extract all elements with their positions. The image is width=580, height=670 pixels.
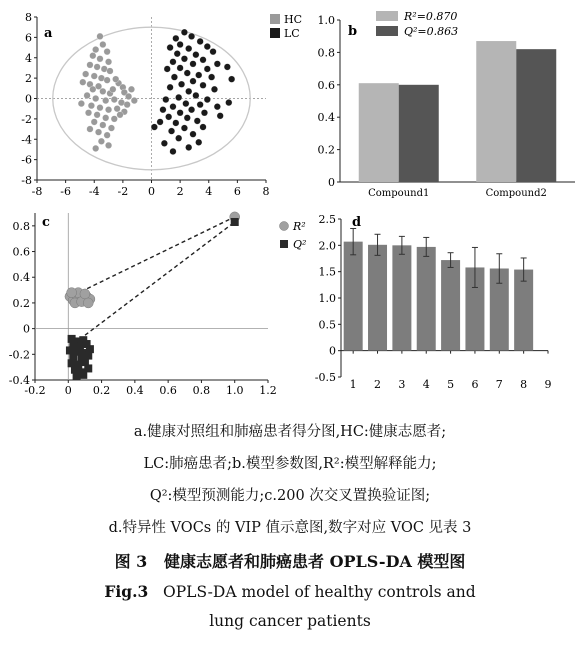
panel-d-x-tick-label: 3 [398,378,406,391]
panel-a-point-lc [200,82,207,89]
panel-a-point-lc [181,125,188,132]
panel-d-bar [417,247,436,351]
panel-c-point-q2 [231,218,239,226]
panel-a-point-lc [174,50,181,57]
panel-d-y-tick-label: 2.5 [318,213,336,226]
panel-a-point-hc [82,71,89,78]
panel-a-point-lc [195,139,202,146]
panel-d-x-tick-label: 1 [349,378,357,391]
panel-a-point-lc [184,70,191,77]
panel-a-point-hc [108,125,115,132]
panel-a-point-lc [193,92,200,99]
panel-a-point-lc [194,118,201,125]
panel-a-point-lc [214,103,221,110]
panel-a-point-lc [177,65,184,72]
panel-a-point-hc [80,79,87,86]
panel-a-point-lc [175,94,182,101]
panel-a-y-tick-label: 2 [25,72,32,86]
panel-b-legend-label: Q²=0.863 [404,25,459,38]
panel-c-x-tick-label: 0.8 [192,384,211,397]
panel-c-y-tick-label: 0 [23,322,30,336]
panel-b-letter: b [348,24,358,39]
panel-b-bar [476,41,516,182]
panel-b-y-tick-label: 0 [328,176,335,189]
panel-c-x-tick-label: 0.2 [92,384,111,397]
panel-a-x-tick-label: 2 [176,185,184,198]
panel-a-point-lc [181,55,188,62]
panel-c-point-r2 [83,298,93,308]
panel-a-point-lc [197,38,204,45]
panel-a-point-lc [211,86,218,93]
panel-a-point-hc [92,95,99,102]
panel-d-x-tick-label: 8 [520,378,528,391]
panel-a-point-hc [95,129,102,136]
panel-d-bar [441,260,460,351]
panel-a-point-lc [181,29,188,36]
panel-d-y-tick-label: 1.5 [318,265,336,279]
panel-a-point-hc [105,106,112,113]
panel-a-legend-swatch-lc [270,28,280,38]
panel-b-legend-swatch [376,11,398,21]
panel-a-point-hc [97,55,104,62]
panel-a-point-hc [78,100,85,107]
panel-a-point-lc [208,74,215,81]
panel-a-y-tick-label: 0 [25,92,32,106]
caption-line-4: d.特异性 VOCs 的 VIP 值示意图,数字对应 VOC 见表 3 [108,520,472,536]
figure-title-en-text: OPLS-DA model of healthy controls and [163,583,476,601]
panel-a-point-hc [114,105,121,112]
panel-a-point-hc [100,122,107,129]
panel-a-point-hc [87,62,94,69]
panel-c-y-tick-label: 0.2 [12,296,30,310]
panel-a-point-lc [185,88,192,95]
panel-d-bar [514,270,533,351]
panel-a-point-lc [214,61,221,68]
panel-d-x-tick-label: 6 [471,378,479,391]
panel-b-y-tick-label: 1.0 [317,14,335,27]
panel-a-y-tick-label: -2 [21,112,32,126]
panel-a-point-lc [201,109,208,116]
panel-a-point-lc [167,44,174,51]
panel-c-legend-swatch-r2 [280,222,289,231]
panel-c-legend-swatch-q2 [280,240,288,248]
caption-line-2: LC:肺癌患者;b.模型参数图,R²:模型解释能力; [143,456,437,472]
panel-a-point-lc [190,78,197,85]
panel-b-legend-swatch [376,26,398,36]
panel-a-point-hc [110,86,117,93]
panel-c-x-tick-label: 0.4 [126,384,144,397]
panel-a-x-tick-label: -2 [117,185,129,198]
panel-a-point-hc [84,92,91,99]
panel-a-point-lc [204,96,211,103]
panel-a-point-lc [195,72,202,79]
panel-a-point-lc [204,43,211,50]
panel-b-legend-label: R²=0.870 [404,10,458,23]
panel-a-point-lc [197,101,204,108]
panel-a-point-lc [164,66,171,73]
panel-a-point-hc [128,86,135,93]
panel-d-y-tick-label: 1.0 [318,292,336,305]
panel-a-point-lc [170,103,177,110]
panel-a-y-tick-label: 4 [25,51,32,65]
panel-a-point-lc [217,113,224,120]
panel-a-point-hc [100,41,107,48]
panel-c-x-tick-label: -0.2 [24,384,46,397]
panel-a-point-lc [210,48,217,55]
panel-b-x-tick-label: Compound2 [485,188,547,199]
panel-b-y-tick-label: 0.8 [317,46,335,60]
figure-label-en: Fig.3 [104,582,149,601]
panel-c-y-tick-label: 0.4 [12,271,30,285]
panel-a-x-tick-label: -4 [88,185,100,198]
panel-a-legend-swatch-hc [270,14,280,24]
panel-a-point-hc [125,93,132,100]
panel-a-point-lc [184,115,191,122]
panel-a-point-hc [85,109,92,116]
panel-a-point-lc [190,61,197,68]
panel-c-x-tick-label: 1.2 [259,384,277,397]
panel-a-point-lc [178,81,185,88]
panel-a-point-lc [170,148,177,155]
panel-a-letter: a [44,26,53,41]
panel-a-point-lc [224,64,231,71]
panel-a-point-lc [200,56,207,63]
panel-a-point-lc [177,109,184,116]
panel-a-point-hc [97,33,104,40]
panel-c-y-tick-label: 0.6 [12,245,30,259]
figure-title-cn-text: 健康志愿者和肺癌患者 OPLS-DA 模型图 [164,552,466,571]
panel-a-point-hc [105,59,112,66]
panel-a-point-lc [151,124,158,131]
panel-a-point-lc [170,59,177,66]
panel-d-x-tick-label: 7 [495,378,503,391]
panel-c-legend-label: Q² [293,238,307,251]
panel-d-y-tick-label: 2.0 [318,239,336,253]
panel-c-y-tick-label: 0.8 [12,219,30,233]
panel-a-point-hc [87,126,94,133]
panel-a-point-lc [228,76,235,83]
panel-d-x-tick-label: 9 [544,378,552,391]
figure-title-en-1 [0,582,580,601]
panel-a-legend-label: HC [284,13,303,26]
panel-c-point-r2 [80,289,90,299]
panel-a-point-lc [167,84,174,91]
panel-a-point-hc [124,101,131,108]
panel-d-bar [368,245,387,351]
caption-line-3: Q²:模型预测能力;c.200 次交叉置换验证图; [149,488,431,504]
panel-a-point-hc [107,68,114,75]
figure-title-cn [0,549,580,572]
panel-a-point-hc [92,46,99,53]
panel-a-point-lc [165,114,172,121]
panel-a-point-hc [94,112,101,119]
panel-a-point-lc [225,99,232,106]
caption-line-1: a.健康对照组和肺癌患者得分图,HC:健康志愿者; [133,424,447,440]
panel-a-y-tick-label: -8 [21,174,32,187]
panel-a-point-lc [185,45,192,52]
panel-a-point-hc [98,138,105,145]
panel-a-point-lc [173,120,180,127]
panel-b-x-tick-label: Compound1 [368,188,430,199]
panel-a-x-tick-label: 8 [262,185,270,198]
panel-a-point-hc [91,119,98,126]
panel-a-point-lc [163,96,170,103]
panel-a-point-lc [171,74,178,81]
panel-a-y-tick-label: 6 [25,31,32,45]
panel-a-point-hc [91,73,98,80]
panel-d-y-tick-label: -0.5 [314,371,336,384]
panel-c-letter: c [42,215,50,230]
panel-c-regression-line [68,217,234,298]
panel-a-point-hc [90,52,97,59]
panel-a-point-lc [188,106,195,113]
figure-label-cn: 图 3 [114,552,148,571]
panel-a-y-tick-label: -4 [21,133,32,147]
figure-title-en-2: lung cancer patients [209,612,371,630]
panel-d-y-tick-label: 0 [329,344,336,358]
panel-a-point-lc [168,128,175,135]
panel-c-x-tick-label: 0.6 [159,384,177,397]
panel-a-point-hc [97,104,104,111]
panel-d-letter: d [352,215,362,230]
panel-a-y-tick-label: -6 [21,153,32,167]
panel-a-point-hc [104,48,111,55]
panel-d-y-tick-label: 0.5 [318,318,336,332]
panel-d-bar [392,245,411,350]
panel-a-legend-label: LC [284,27,300,40]
panel-c-y-tick-label: -0.4 [8,374,30,387]
panel-d-x-tick-label: 4 [422,378,430,391]
panel-b-bar [399,85,439,182]
panel-b-bar [516,49,556,182]
panel-a-x-tick-label: -6 [60,185,71,198]
panel-a-x-tick-label: 6 [233,185,241,198]
panel-d-bar [344,242,363,351]
panel-a-point-hc [100,88,107,95]
panel-a-point-hc [104,132,111,139]
panel-a-point-hc [92,145,99,152]
panel-a-point-lc [157,119,164,126]
panel-c-x-tick-label: 0 [64,384,72,397]
panel-a-point-hc [88,102,95,109]
panel-a-point-lc [185,144,192,151]
panel-a-point-lc [183,100,190,107]
panel-a-point-hc [111,116,118,123]
panel-a-point-lc [175,135,182,142]
panel-a-point-hc [111,96,118,103]
panel-a-x-tick-label: 4 [205,185,213,198]
panel-b-y-tick-label: 0.6 [317,78,335,92]
panel-b-y-tick-label: 0.4 [317,111,335,125]
panel-a-point-lc [173,35,180,42]
panel-b-y-tick-label: 0.2 [317,143,335,157]
panel-a-point-lc [200,124,207,131]
panel-a-point-hc [104,77,111,84]
panel-a-point-lc [190,131,197,138]
panel-a-point-hc [102,115,109,122]
panel-d-x-tick-label: 5 [447,378,455,391]
panel-a-point-hc [131,97,138,104]
panel-a-point-lc [188,33,195,40]
panel-a-point-lc [161,140,168,147]
panel-a-point-lc [204,66,211,73]
panel-c-legend-label: R² [293,220,306,233]
panel-c-point-r2 [67,288,77,298]
panel-a-y-tick-label: 8 [25,11,32,24]
panel-d-x-tick-label: 2 [374,378,382,391]
panel-a-point-lc [193,51,200,58]
panel-b-bar [359,83,399,182]
panel-a-point-lc [177,41,184,48]
panel-a-point-hc [117,112,124,119]
panel-c-point-q2 [79,371,87,379]
panel-a-point-hc [102,97,109,104]
panel-a-x-tick-label: 0 [148,185,155,198]
panel-c-x-tick-label: 1.0 [225,384,244,397]
panel-a-x-tick-label: -8 [31,185,43,198]
panel-a-point-hc [90,86,97,93]
panel-c-y-tick-label: -0.2 [8,348,30,362]
panel-a-point-hc [94,64,101,71]
panel-a-point-hc [112,76,119,83]
panel-a-point-hc [105,142,112,149]
panel-a-point-lc [160,106,167,113]
